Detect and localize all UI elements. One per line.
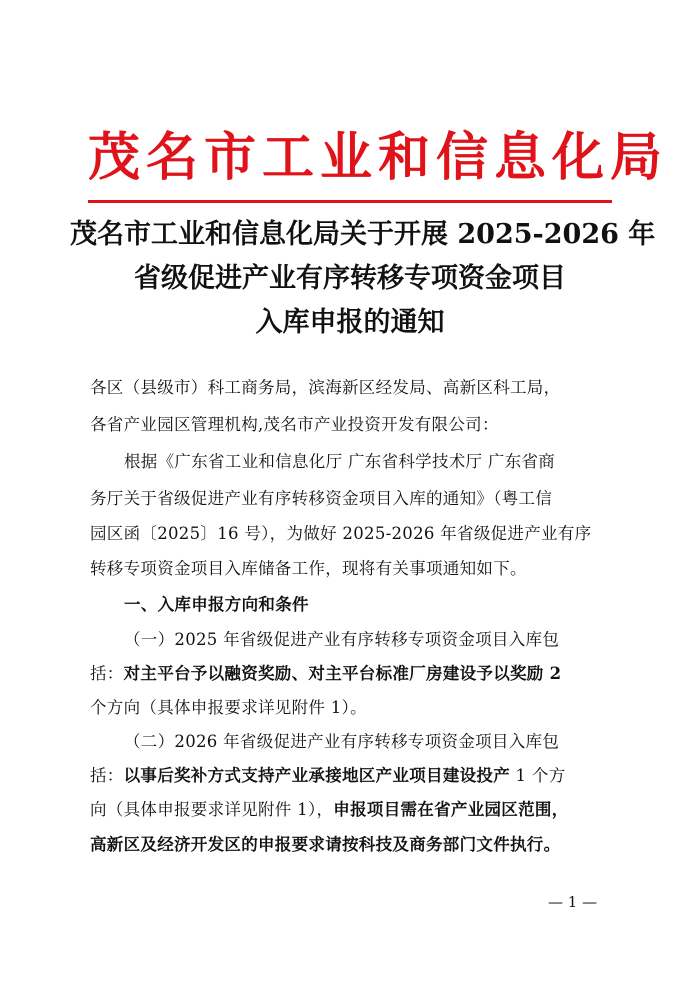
intro-line-4: 转移专项资金项目入库储备工作，现将有关事项通知如下。 <box>90 559 527 578</box>
item-2-prefix: 括： <box>90 766 124 785</box>
item-1-prefix: 括： <box>90 664 124 683</box>
item-2-line-2 <box>90 765 620 787</box>
item-1-bold-text: 对主平台予以融资奖励、对主平台标准厂房建设予以奖励 2 <box>123 664 562 683</box>
item-2-suffix: 1 个方 <box>510 766 566 785</box>
section-1-heading: 一、入库申报方向和条件 <box>124 595 309 614</box>
letterhead-red-rule <box>88 200 612 203</box>
intro-line-2: 务厅关于省级促进产业有序转移资金项目入库的通知》（粤工信 <box>90 489 553 508</box>
item-2-line-3-bold: 申报项目需在省产业园区范围， <box>333 800 569 819</box>
item-2-bold-text: 以事后奖补方式支持产业承接地区产业项目建设投产 <box>123 766 511 785</box>
item-2-line-3-normal: 向（具体申报要求详见附件 1）， <box>90 800 334 819</box>
document-title-line-1: 茂名市工业和信息化局关于开展 2025-2026 年 <box>70 219 656 250</box>
document-title-line-2: 省级促进产业有序转移专项资金项目 <box>134 263 566 294</box>
item-2-line-3 <box>90 799 620 821</box>
item-1-line-3: 个方向（具体申报要求详见附件 1）。 <box>90 698 367 717</box>
intro-line-3: 园区函〔2025〕16 号），为做好 2025-2026 年省级促进产业有序 <box>90 524 592 543</box>
item-1-line-1: （一）2025 年省级促进产业有序转移专项资金项目入库包 <box>124 630 560 649</box>
page-number: — 1 — <box>548 893 598 911</box>
item-2-line-1: （二）2026 年省级促进产业有序转移专项资金项目入库包 <box>124 732 560 751</box>
letterhead-org-name: 茂名市工业和信息化局 <box>88 127 669 188</box>
document-title-line-3: 入库申报的通知 <box>255 307 445 338</box>
intro-line-1: 根据《广东省工业和信息化厅 广东省科学技术厅 广东省商 <box>124 452 556 471</box>
item-1-line-2 <box>90 663 620 685</box>
addressee-line-2: 各省产业园区管理机构,茂名市产业投资开发有限公司： <box>90 415 499 434</box>
item-2-line-4: 高新区及经济开发区的申报要求请按科技及商务部门文件执行。 <box>90 835 561 854</box>
addressee-line-1: 各区（县级市）科工商务局，滨海新区经发局、高新区科工局， <box>90 378 561 397</box>
